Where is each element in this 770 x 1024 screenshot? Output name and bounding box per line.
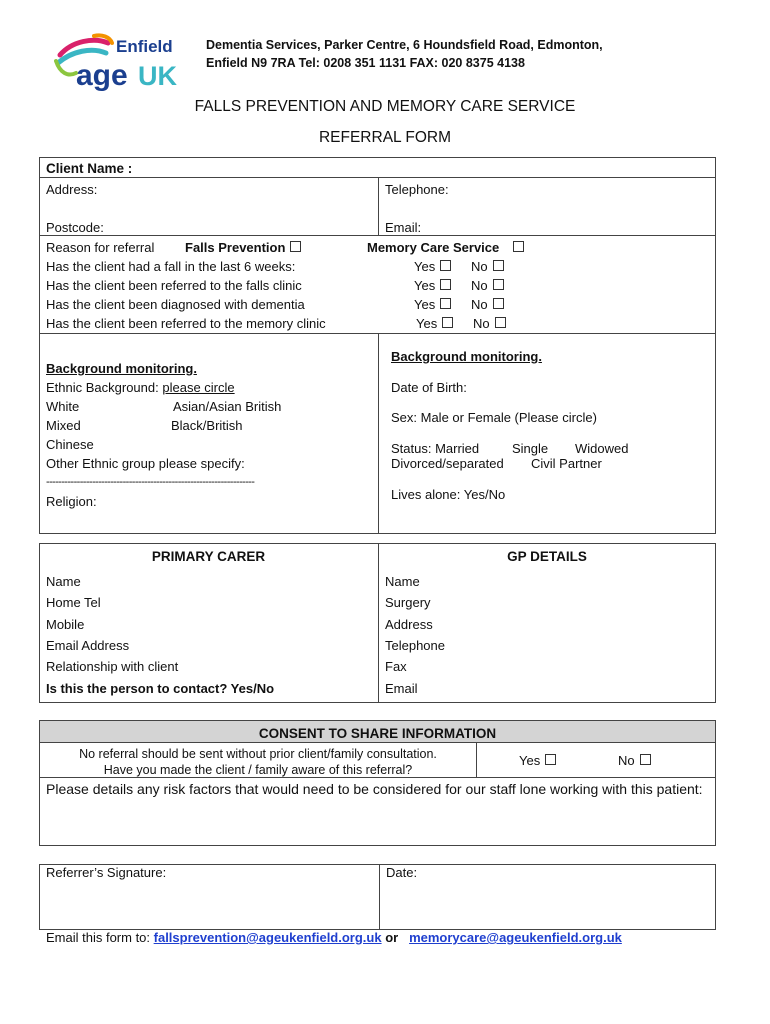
- yes-option[interactable]: [414, 260, 451, 275]
- date-of-birth-label[interactable]: Date of Birth:: [391, 380, 467, 395]
- status-civil-partner-option[interactable]: Civil Partner: [531, 456, 602, 471]
- client-name-label: Client Name :: [46, 161, 133, 176]
- address-label[interactable]: Address:: [46, 182, 98, 197]
- checkbox-icon[interactable]: [440, 279, 451, 290]
- checkbox-icon[interactable]: [493, 260, 504, 271]
- footer-or: or: [381, 930, 402, 945]
- checkbox-icon[interactable]: [440, 298, 451, 309]
- carer-home-tel-label[interactable]: Home Tel: [46, 595, 101, 610]
- logo-enfield-text: Enfield: [116, 37, 173, 56]
- ethnic-other-line: --------------------------------------------------------------------: [46, 476, 255, 488]
- status-married-option[interactable]: Status: Married: [391, 441, 480, 456]
- yes-label: Yes: [416, 316, 438, 331]
- status-single-option[interactable]: Single: [512, 441, 549, 456]
- memory-care-option[interactable]: [367, 241, 524, 256]
- carer-email-label[interactable]: Email Address: [46, 638, 130, 653]
- checkbox-icon[interactable]: [440, 260, 451, 271]
- email-label[interactable]: Email:: [385, 220, 422, 235]
- gp-name-label[interactable]: Name: [385, 574, 420, 589]
- divider: [39, 235, 716, 236]
- divider: [378, 177, 379, 235]
- logo-age-text: age: [76, 59, 128, 92]
- header-address-line2: Enfield N9 7RA Tel: 0208 351 1131 FAX: 020 8375 4138: [206, 56, 525, 70]
- memory-care-email-link[interactable]: memorycare@ageukenfield.org.uk: [409, 930, 622, 945]
- no-label: No: [471, 278, 488, 293]
- carer-relationship-label[interactable]: Relationship with client: [46, 659, 179, 674]
- carer-name-label[interactable]: Name: [46, 574, 81, 589]
- sex-label[interactable]: Sex: Male or Female (Please circle): [391, 410, 597, 425]
- ethnic-mixed-option[interactable]: Mixed: [46, 418, 81, 433]
- yes-option[interactable]: [416, 317, 453, 332]
- yes-option[interactable]: [414, 298, 451, 313]
- yes-label: Yes: [414, 259, 436, 274]
- yes-label: Yes: [414, 297, 436, 312]
- checkbox-icon[interactable]: [495, 317, 506, 328]
- page-title: FALLS PREVENTION AND MEMORY CARE SERVICE: [194, 98, 576, 115]
- question-dementia-label: Has the client been diagnosed with dementia: [46, 297, 305, 312]
- gp-address-label[interactable]: Address: [385, 617, 433, 632]
- risk-factors-label[interactable]: Please details any risk factors that would need to be considered for our staff lone working with this patient:: [46, 781, 703, 797]
- telephone-label[interactable]: Telephone:: [385, 182, 449, 197]
- checkbox-icon[interactable]: [640, 754, 651, 765]
- gp-fax-label[interactable]: Fax: [385, 659, 407, 674]
- ethnic-black-option[interactable]: Black/British: [171, 418, 243, 433]
- no-option[interactable]: [471, 260, 504, 275]
- consent-yes-option[interactable]: [519, 754, 556, 769]
- divider: [378, 543, 379, 703]
- falls-prevention-email-link[interactable]: fallsprevention@ageukenfield.org.uk: [153, 930, 382, 945]
- gp-details-heading: GP DETAILS: [507, 549, 587, 564]
- page-subtitle: REFERRAL FORM: [318, 129, 452, 146]
- question-fall-label: Has the client had a fall in the last 6 weeks:: [46, 259, 296, 274]
- checkbox-icon[interactable]: [493, 279, 504, 290]
- header-address-line1: Dementia Services, Parker Centre, 6 Houndsfield Road, Edmonton,: [206, 38, 603, 52]
- memory-care-label: Memory Care Service: [367, 240, 500, 255]
- checkbox-icon[interactable]: [513, 241, 524, 252]
- checkbox-icon[interactable]: [493, 298, 504, 309]
- postcode-label[interactable]: Postcode:: [46, 220, 104, 235]
- checkbox-icon[interactable]: [290, 241, 301, 252]
- date-label[interactable]: Date:: [386, 865, 418, 880]
- ethnic-background-label: [46, 381, 235, 396]
- yes-option[interactable]: [414, 279, 451, 294]
- divider: [476, 742, 477, 777]
- primary-carer-heading: PRIMARY CARER: [151, 549, 266, 564]
- no-label: No: [471, 259, 488, 274]
- question-memory-clinic-label: Has the client been referred to the memory clinic: [46, 316, 326, 331]
- consent-line1: No referral should be sent without prior client/family consultation.: [79, 747, 437, 761]
- status-divorced-option[interactable]: Divorced/separated: [391, 456, 504, 471]
- reason-for-referral-label: Reason for referral: [46, 240, 155, 255]
- logo-uk-text: UK: [138, 61, 177, 91]
- carer-contact-label[interactable]: Is this the person to contact? Yes/No: [46, 681, 275, 696]
- carer-mobile-label[interactable]: Mobile: [46, 617, 85, 632]
- ethnic-background-text: Ethnic Background:: [46, 380, 163, 395]
- divider: [39, 742, 716, 743]
- no-option[interactable]: [471, 279, 504, 294]
- checkbox-icon[interactable]: [545, 754, 556, 765]
- footer-prefix: Email this form to:: [46, 930, 154, 945]
- divider: [378, 333, 379, 534]
- no-option[interactable]: [471, 298, 504, 313]
- falls-prevention-label: Falls Prevention: [185, 240, 286, 255]
- question-falls-clinic-label: Has the client been referred to the falls clinic: [46, 278, 302, 293]
- no-option[interactable]: [473, 317, 506, 332]
- footer-email-line: [46, 931, 622, 946]
- gp-surgery-label[interactable]: Surgery: [385, 595, 431, 610]
- no-label: No: [473, 316, 490, 331]
- ethnic-other-label[interactable]: Other Ethnic group please specify:: [46, 456, 245, 471]
- checkbox-icon[interactable]: [442, 317, 453, 328]
- background-monitoring-heading: Background monitoring.: [46, 361, 197, 376]
- consent-no-option[interactable]: [618, 754, 651, 769]
- status-widowed-option[interactable]: Widowed: [575, 441, 629, 456]
- consent-line2: Have you made the client / family aware of this referral?: [103, 763, 413, 777]
- background-monitoring-heading: Background monitoring.: [391, 349, 542, 364]
- ethnic-asian-option[interactable]: Asian/Asian British: [173, 399, 282, 414]
- religion-label[interactable]: Religion:: [46, 494, 97, 509]
- gp-telephone-label[interactable]: Telephone: [385, 638, 445, 653]
- consent-heading: CONSENT TO SHARE INFORMATION: [258, 726, 497, 741]
- yes-label: Yes: [414, 278, 436, 293]
- gp-email-label[interactable]: Email: [385, 681, 418, 696]
- age-uk-enfield-logo: [54, 33, 189, 95]
- referrer-signature-label[interactable]: Referrer’s Signature:: [46, 865, 167, 880]
- lives-alone-label[interactable]: Lives alone: Yes/No: [391, 487, 506, 502]
- no-label: No: [618, 753, 635, 768]
- falls-prevention-option[interactable]: [185, 241, 301, 256]
- no-label: No: [471, 297, 488, 312]
- ethnic-white-option[interactable]: White: [46, 399, 80, 414]
- divider: [379, 864, 380, 930]
- please-circle-hint: please circle: [162, 380, 235, 395]
- ethnic-chinese-option[interactable]: Chinese: [46, 437, 94, 452]
- yes-label: Yes: [519, 753, 541, 768]
